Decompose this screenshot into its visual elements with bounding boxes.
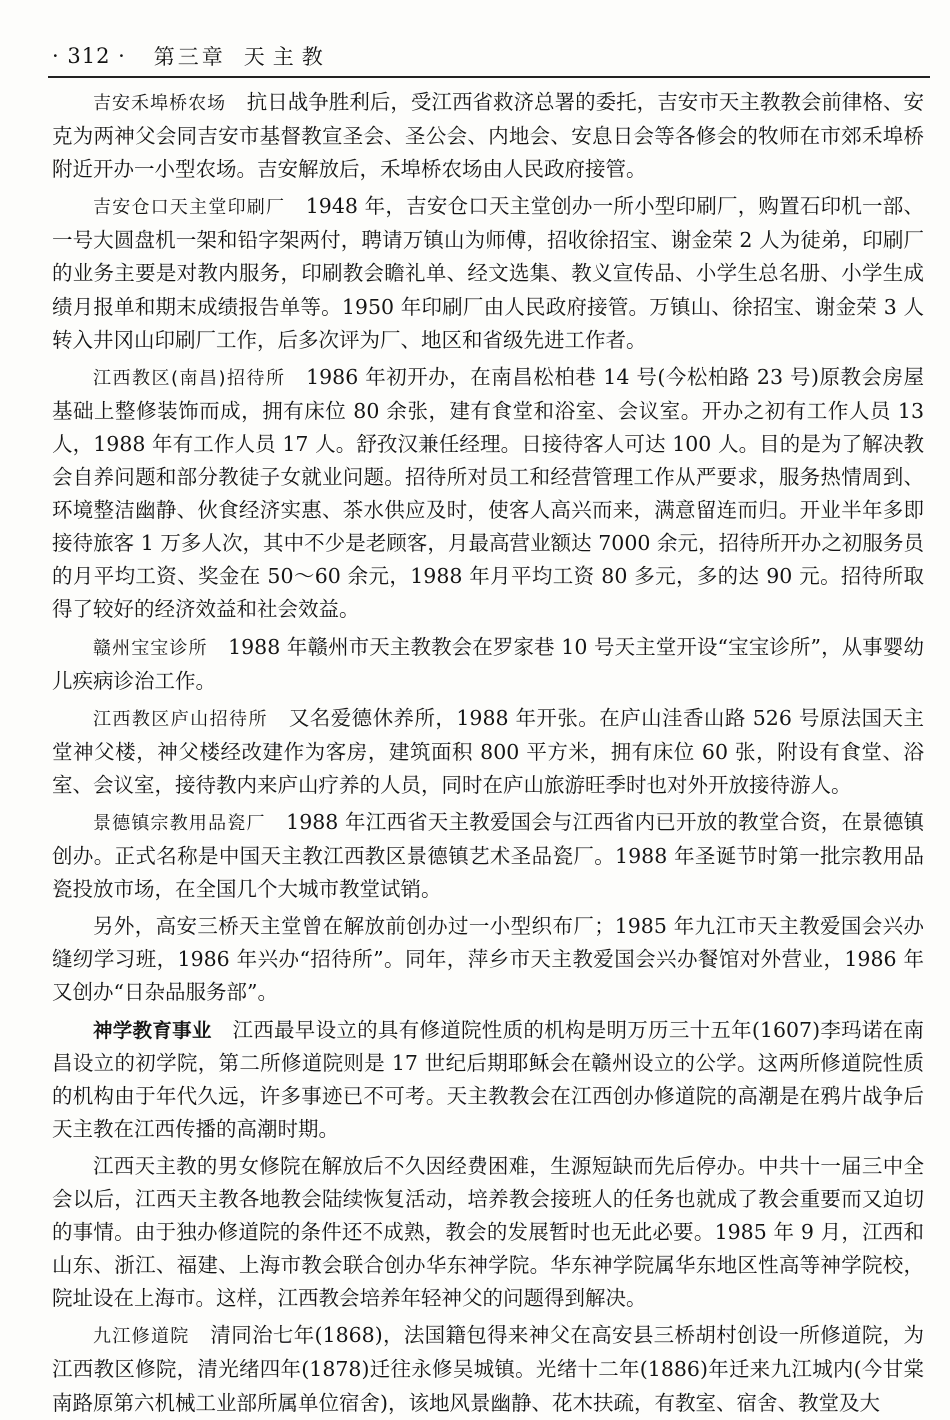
- entry-paragraph: [52, 631, 924, 698]
- paragraph-text: 另外，高安三桥天主堂曾在解放前创办过一小型织布厂；1985 年九江市天主教爱国会兴办缝纫学习班，1986 年兴办“招待所”。同年，萍乡市天主教爱国会兴办餐馆对外营业，1986 年又创办“日杂品服务部”。: [52, 914, 924, 1005]
- chapter-title: 天主教: [243, 45, 331, 69]
- running-header: [52, 36, 924, 76]
- entry-paragraph: [52, 190, 924, 356]
- paragraph-text: 1988 年赣州市天主教教会在罗家巷 10 号天主堂开设“宝宝诊所”，从事婴幼儿疾病诊治工作。: [52, 634, 925, 693]
- body-text: [52, 86, 924, 1420]
- entry-title: 吉安仓口天主堂印刷厂: [93, 197, 286, 219]
- entry-title: 江西教区(南昌)招待所: [93, 367, 286, 389]
- paragraph-text: 又名爱德休养所，1988 年开张。在庐山洼香山路 526 号原法国天主堂神父楼，神父楼经改建作为客房，建筑面积 800 平方米，拥有床位 60 张，附设有食堂、浴室、会议室，接待教内来庐山疗养的人员，同时在庐山旅游旺季时也对外开放接待游人。: [52, 705, 924, 797]
- entry-paragraph: [52, 361, 924, 627]
- entry-paragraph: [52, 806, 924, 906]
- entry-title: 吉安禾埠桥农场: [93, 93, 227, 114]
- plain-paragraph: [52, 910, 924, 1009]
- header-rule: [48, 76, 930, 78]
- entry-title: 九江修道院: [93, 1326, 190, 1348]
- section-title: 神学教育事业: [93, 1018, 212, 1042]
- entry-title: 景德镇宗教用品瓷厂: [93, 812, 266, 834]
- paragraph-text: 清同治七年(1868)，法国籍包得来神父在高安县三桥胡村创设一所修道院，为江西教区修院，清光绪四年(1878)迁往永修吴城镇。光绪十二年(1886)年迁来九江城内(今甘棠南路原第六机械工业部所属单位宿舍)，该地风景幽静、花木扶疏，有教室、宿舍、教堂及大: [52, 1323, 925, 1415]
- entry-title: 赣州宝宝诊所: [93, 637, 208, 659]
- paragraph-text: 1988 年江西省天主教爱国会与江西省内已开放的教堂合资，在景德镇创办。正式名称是中国天主教江西教区景德镇艺术圣品瓷厂。1988 年圣诞节时第一批宗教用品瓷投放市场，在全国几个大城市教堂试销。: [52, 809, 924, 902]
- paragraph-text: 1986 年初开办，在南昌松柏巷 14 号(今松柏路 23 号)原教会房屋基础上整修装饰而成，拥有床位 80 余张，建有食堂和浴室、会议室。开办之初有工作人员 13 人，1988 年有工作人员 17 人。舒孜汉兼任经理。日接待客人可达 100 人。目的是为了解决教会自养问题和部分教徒子女就业问题。招待所对员工和经营管理工作从严要求，服务热情周到、环境整洁幽静、伙食经济实惠、茶水供应及时，使客人高兴而来，满意留连而归。开业半年多即接待旅客 1 万多人次，其中不少是老顾客，月最高营业额达 7000 余元，招待所开办之初服务员的月平均工资、奖金在 50～60 余元，1988 年月平均工资 80 多元，多的达 90 元。招待所取得了较好的经济效益和社会效益。: [52, 364, 925, 622]
- paragraph-text: 抗日战争胜利后，受江西省救济总署的委托，吉安市天主教教会前律格、安克为两神父会同吉安市基督教宣圣会、圣公会、内地会、安息日会等各修会的牧师在市郊禾埠桥附近开办一小型农场。吉安解放后，禾埠桥农场由人民政府接管。: [52, 90, 925, 182]
- entry-title: 江西教区庐山招待所: [93, 708, 268, 730]
- paragraph-text: 江西天主教的男女修院在解放后不久因经费困难，生源短缺而先后停办。中共十一届三中全会以后，江西天主教各地教会陆续恢复活动，培养教会接班人的任务也就成了教会重要而又迫切的事情。由于独办修道院的条件还不成熟，教会的发展暂时也无此必要。1985 年 9 月，江西和山东、浙江、福建、上海市教会联合创办华东神学院。华东神学院属华东地区性高等神学院校，院址设在上海市。这样，江西教会培养年轻神父的问题得到解决。: [52, 1153, 924, 1311]
- plain-paragraph: [52, 1150, 924, 1315]
- paragraph-text: 1948 年，吉安仓口天主堂创办一所小型印刷厂，购置石印机一部、一号大圆盘机一架和铅字架两付，聘请万镇山为师傅，招收徐招宝、谢金荣 2 人为徒弟，印刷厂的业务主要是对教内服务，印刷教会瞻礼单、经文选集、教义宣传品、小学生总名册、小学生成绩月报单和期末成绩报告单等。1950 年印刷厂由人民政府接管。万镇山、徐招宝、谢金荣 3 人转入井冈山印刷厂工作，后多次评为厂、地区和省级先进工作者。: [52, 194, 925, 352]
- page-number: · 312 ·: [52, 44, 126, 68]
- section-paragraph: [52, 1014, 924, 1146]
- entry-paragraph: [52, 702, 924, 802]
- chapter-label: 第三章: [153, 45, 226, 69]
- entry-paragraph: [52, 86, 924, 186]
- paragraph-text: 江西最早设立的具有修道院性质的机构是明万历三十五年(1607)李玛诺在南昌设立的初学院，第二所修道院则是 17 世纪后期耶稣会在赣州设立的公学。这两所修道院性质的机构由于年代久远，许多事迹已不可考。天主教教会在江西创办修道院的高潮是在鸦片战争后天主教在江西传播的高潮时期。: [52, 1017, 924, 1141]
- entry-paragraph: [52, 1319, 924, 1419]
